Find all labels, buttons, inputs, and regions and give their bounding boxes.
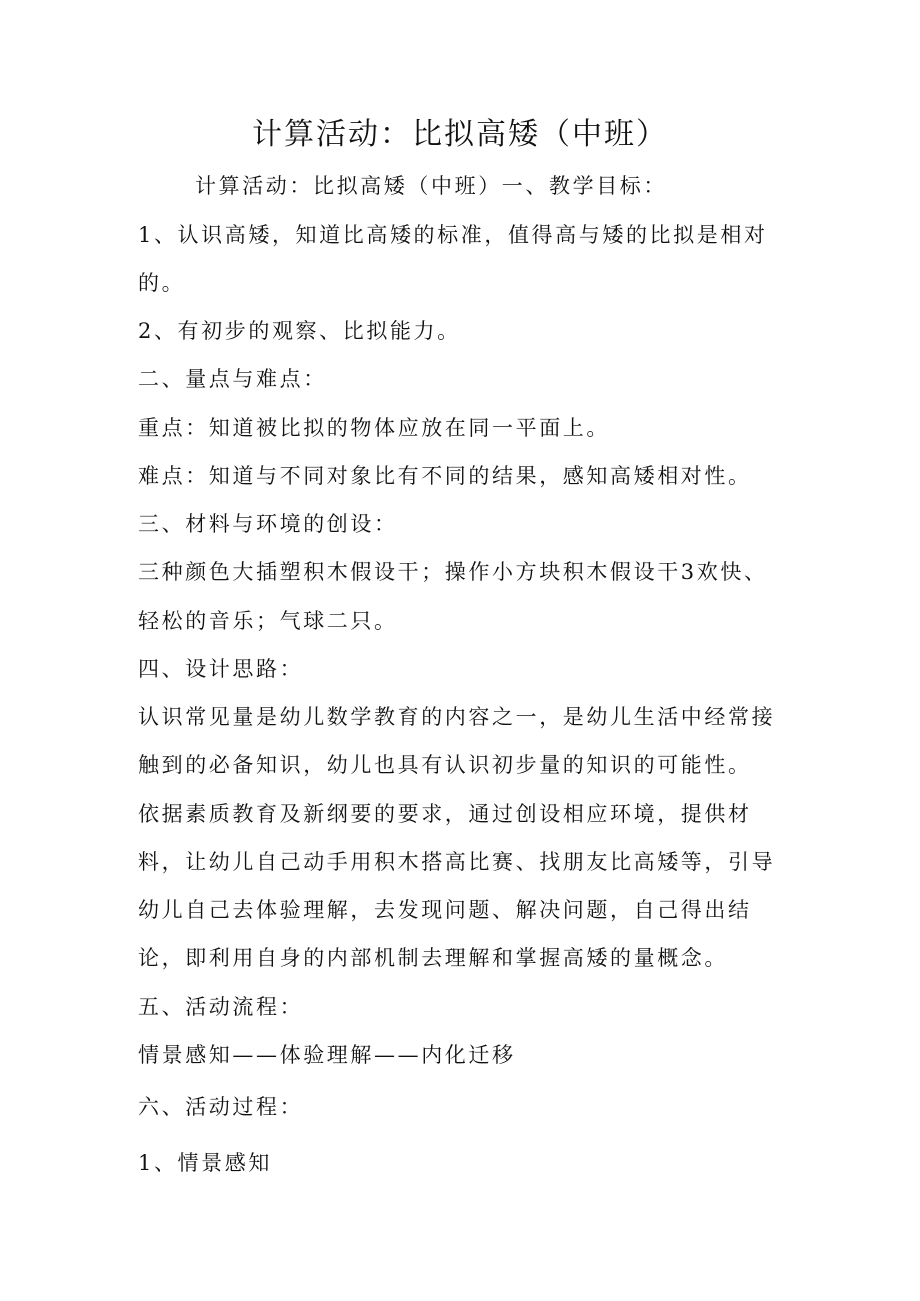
text-line: 重点：知道被比拟的物体应放在同一平面上。	[138, 416, 610, 440]
text-line: 依据素质教育及新纲要的要求，通过创设相应环境，提供材	[138, 802, 752, 826]
section-heading: 五、活动流程：	[138, 995, 304, 1019]
text-line: 幼儿自己去体验理解，去发现问题、解决问题，自己得出结	[138, 898, 752, 922]
text-line: 难点：知道与不同对象比有不同的结果，感知高矮相对性。	[138, 464, 752, 488]
text-line: 2、有初步的观察、比拟能力。	[138, 319, 461, 343]
document-title: 计算活动：比拟高矮（中班）	[252, 117, 668, 152]
text-line: 论，即利用自身的内部机制去理解和掌握高矮的量概念。	[138, 946, 728, 970]
text-line: 轻松的音乐；气球二只。	[138, 609, 398, 633]
text-line: 1、认识高矮，知道比高矮的标准，值得高与矮的比拟是相对	[138, 223, 768, 247]
section-heading: 六、活动过程：	[138, 1095, 304, 1119]
section-heading: 三、材料与环境的创设：	[138, 512, 398, 536]
subtitle-line: 计算活动：比拟高矮（中班）一、教学目标：	[195, 174, 667, 198]
text-line: 认识常见量是幼儿数学教育的内容之一，是幼儿生活中经常接	[138, 705, 776, 729]
text-line: 1、情景感知	[138, 1151, 272, 1175]
text-line: 的。	[138, 271, 186, 295]
text-line: 触到的必备知识，幼儿也具有认识初步量的知识的可能性。	[138, 753, 752, 777]
text-line: 三种颜色大插塑积木假设干；操作小方块积木假设干3欢快、	[138, 560, 768, 584]
text-line: 情景感知——体验理解——内化迁移	[138, 1043, 516, 1067]
section-heading: 四、设计思路：	[138, 657, 304, 681]
text-line: 料，让幼儿自己动手用积木搭高比赛、找朋友比高矮等，引导	[138, 850, 776, 874]
section-heading: 二、量点与难点：	[138, 367, 327, 391]
